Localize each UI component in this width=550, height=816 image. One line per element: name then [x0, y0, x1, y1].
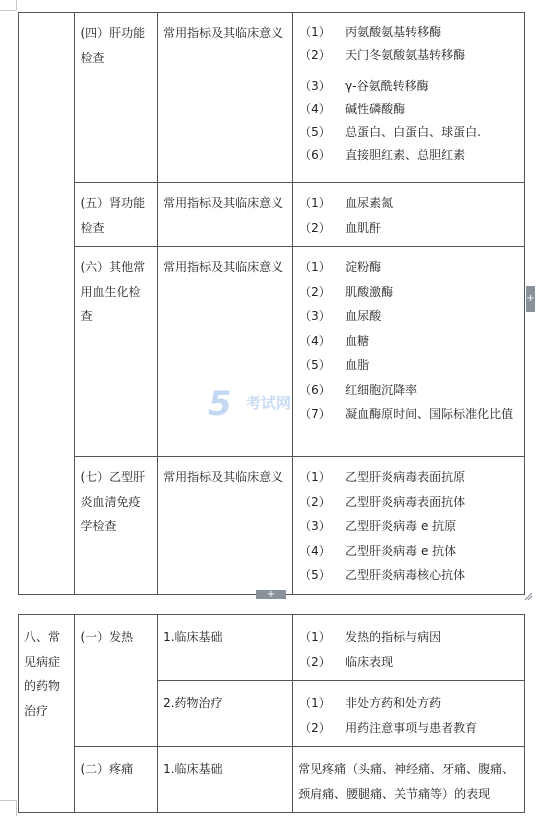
list-item	[299, 21, 520, 44]
subsection-cell	[158, 681, 293, 747]
indicator-cell	[158, 247, 293, 457]
list-item	[299, 402, 520, 427]
item-text: 肌酸激酶	[345, 284, 394, 299]
list-item	[299, 98, 520, 121]
item-number: （2）	[299, 284, 331, 299]
table-row	[19, 183, 525, 247]
section-cell	[75, 13, 158, 183]
item-text: 血脂	[345, 358, 370, 372]
chapter-label: 八、常见病症的药物治疗	[24, 630, 61, 718]
chapter-cell	[19, 615, 75, 813]
list-item	[299, 121, 520, 144]
subsection-label: 2.药物治疗	[163, 696, 223, 710]
insert-column-handle[interactable]: +	[526, 286, 535, 312]
indicator-cell	[158, 183, 293, 247]
section-label: (四）肝功能检查	[80, 26, 146, 65]
indicator-label: 常用指标及其临床意义	[163, 196, 284, 210]
section-cell	[75, 247, 158, 457]
list-item	[299, 353, 520, 378]
item-number: （1）	[299, 696, 331, 710]
subsection-cell	[158, 747, 293, 813]
item-number: （4）	[299, 333, 331, 348]
list-item	[299, 44, 520, 67]
table-row	[19, 457, 525, 595]
table-resize-handle[interactable]	[524, 590, 533, 599]
watermark-text: 考试网	[246, 394, 292, 412]
indicator-cell	[158, 457, 293, 595]
section-cell	[75, 183, 158, 247]
item-number: （3）	[299, 309, 331, 323]
item-text: 红细胞沉降率	[345, 382, 418, 397]
page-corner-mark	[0, 10, 16, 11]
item-number: （1）	[299, 260, 331, 274]
item-number: （1）	[299, 196, 331, 210]
item-text: 淀粉酶	[345, 260, 382, 274]
item-number: （6）	[299, 148, 331, 162]
list-item	[299, 378, 520, 403]
page-corner-mark	[0, 800, 16, 801]
list-item	[299, 691, 520, 716]
indicator-cell	[158, 13, 293, 183]
item-number: （5）	[299, 358, 331, 372]
item-number: （4）	[299, 102, 331, 116]
section-label: (一）发热	[80, 630, 134, 644]
item-number: （6）	[299, 382, 331, 397]
item-text: 临床表现	[345, 654, 394, 669]
section-cell	[75, 615, 158, 747]
list-item	[299, 280, 520, 305]
page-corner-mark	[16, 800, 17, 816]
subsection-label: 1.临床基础	[163, 762, 223, 776]
indicator-label: 常用指标及其临床意义	[163, 26, 284, 40]
page-corner-mark	[16, 0, 17, 10]
item-number: （1）	[299, 25, 331, 39]
lab-tests-table	[18, 12, 525, 595]
list-item	[299, 490, 520, 515]
item-text: 凝血酶原时间、国际标准化比值	[345, 407, 514, 421]
table-row	[19, 747, 525, 813]
item-number: （5）	[299, 568, 331, 582]
item-number: （2）	[299, 494, 331, 509]
section-cell	[75, 457, 158, 595]
item-number: （5）	[299, 125, 331, 139]
item-text: 乙型肝炎病毒 e 抗体	[345, 543, 457, 558]
section-label: (五）肾功能检查	[80, 196, 146, 235]
item-number: （2）	[299, 220, 331, 235]
items-cell	[293, 457, 525, 595]
item-text: 用药注意事项与患者教育	[345, 720, 478, 735]
item-text: 乙型肝炎病毒表面抗原	[345, 470, 466, 484]
item-number: （7）	[299, 407, 331, 421]
item-number: （2）	[299, 654, 331, 669]
list-item	[299, 716, 520, 741]
list-item	[299, 465, 520, 490]
items-cell	[293, 13, 525, 183]
list-item	[299, 144, 520, 167]
section-label: (七）乙型肝炎血清免疫学检查	[80, 470, 146, 533]
list-item	[299, 304, 520, 329]
item-text: 直接胆红素、总胆红素	[345, 148, 466, 162]
items-cell	[293, 183, 525, 247]
item-text: 乙型肝炎病毒核心抗体	[345, 568, 466, 582]
items-cell	[293, 681, 525, 747]
list-item	[299, 625, 520, 650]
item-number: （3）	[299, 519, 331, 533]
list-item	[299, 191, 520, 216]
content-text: 常见疼痛（头痛、神经痛、牙痛、腹痛、颈肩痛、腰腿痛、关节痛等）的表现	[298, 762, 515, 801]
items-cell	[293, 615, 525, 681]
item-text: 血肌酐	[345, 220, 382, 235]
list-item	[299, 514, 520, 539]
list-item	[299, 255, 520, 280]
item-text: 血尿酸	[345, 309, 382, 323]
item-number: （3）	[299, 79, 331, 93]
list-item	[299, 216, 520, 241]
section-label: (六）其他常用血生化检查	[80, 260, 146, 323]
item-text: 非处方药和处方药	[345, 696, 442, 710]
table-row	[19, 615, 525, 681]
item-number: （1）	[299, 630, 331, 644]
list-item	[299, 563, 520, 588]
item-text: 乙型肝炎病毒 e 抗原	[345, 519, 457, 533]
item-number: （2）	[299, 720, 331, 735]
item-text: 总蛋白、白蛋白、球蛋白.	[345, 125, 481, 139]
items-cell	[293, 247, 525, 457]
drug-therapy-table	[18, 614, 525, 813]
indicator-label: 常用指标及其临床意义	[163, 260, 284, 274]
table-row	[19, 247, 525, 457]
item-number: （1）	[299, 470, 331, 484]
watermark-logo: 5	[208, 384, 231, 424]
item-text: 血糖	[345, 333, 370, 348]
list-item	[299, 329, 520, 354]
subsection-label: 1.临床基础	[163, 630, 223, 644]
table-row	[19, 13, 525, 183]
insert-row-handle[interactable]: +	[256, 590, 286, 599]
chapter-cell-empty	[19, 13, 75, 595]
item-text: γ-谷氨酰转移酶	[345, 79, 429, 93]
item-text: 乙型肝炎病毒表面抗体	[345, 494, 466, 509]
item-text: 天门冬氨酸氨基转移酶	[345, 48, 466, 62]
section-label: (二）疼痛	[80, 762, 134, 776]
list-item	[299, 539, 520, 564]
section-cell	[75, 747, 158, 813]
item-number: （4）	[299, 543, 331, 558]
item-text: 发热的指标与病因	[345, 630, 442, 644]
content-cell	[293, 747, 525, 813]
item-number: （2）	[299, 48, 331, 62]
list-item	[299, 650, 520, 675]
subsection-cell	[158, 615, 293, 681]
resize-icon	[524, 592, 533, 601]
item-text: 丙氨酸氨基转移酶	[345, 25, 442, 39]
item-text: 碱性磷酸酶	[345, 102, 406, 116]
item-text: 血尿素氮	[345, 196, 394, 210]
list-item	[299, 75, 520, 98]
indicator-label: 常用指标及其临床意义	[163, 470, 284, 484]
